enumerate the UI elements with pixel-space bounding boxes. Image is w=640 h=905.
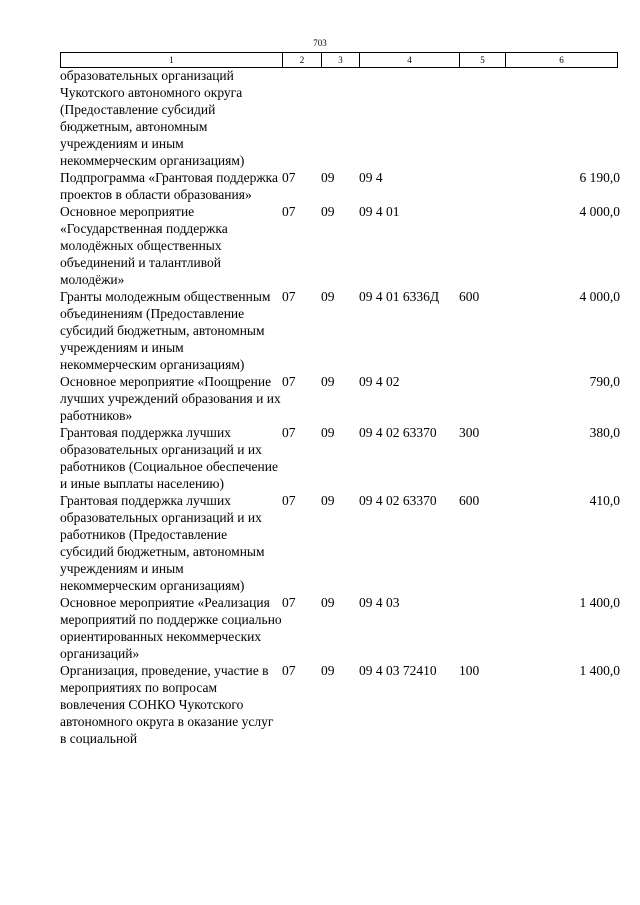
row-subsection: 09: [321, 289, 335, 304]
row-section: 07: [282, 170, 296, 185]
row-section: 07: [282, 595, 296, 610]
row-expense-type: 300: [459, 425, 480, 440]
row-name: Основное мероприятие «Государственная поддержка молодёжных общественных объединений и талантливой молодёжи»: [60, 204, 228, 287]
row-target-code: 09 4 02: [359, 374, 400, 389]
table-row: [60, 169, 620, 203]
row-section: 07: [282, 374, 296, 389]
row-target-code: 09 4: [359, 170, 383, 185]
row-expense-type: [459, 373, 505, 424]
row-name: Грантовая поддержка лучших образовательных организаций и их работников (Предоставление субсидий бюджетным, автономным учреждениям и иным некоммерческим организациям): [60, 493, 265, 593]
row-name: Основное мероприятие «Поощрение лучших учреждений образования и их работников»: [60, 374, 281, 423]
header-col-6: 6: [506, 53, 618, 68]
row-target-code: 09 4 03 72410: [359, 663, 437, 678]
header-col-4: 4: [360, 53, 460, 68]
row-target-code: 09 4 02 63370: [359, 493, 437, 508]
row-expense-type: [459, 169, 505, 203]
row-amount: 1 400,0: [579, 595, 620, 610]
row-name: Гранты молодежным общественным объединениям (Предоставление субсидий бюджетным, автономным учреждениям и иным некоммерческим организациям): [60, 289, 271, 372]
header-col-1: 1: [61, 53, 283, 68]
row-subsection: 09: [321, 493, 335, 508]
row-name: Основное мероприятие «Реализация мероприятий по поддержке социально ориентированных некоммерческих организаций»: [60, 595, 282, 661]
row-name: образовательных организаций Чукотского автономного округа (Предоставление субсидий бюджетным, автономным учреждениям и иным некоммерческим организациям): [60, 68, 245, 168]
row-section: 07: [282, 204, 296, 219]
row-expense-type: [459, 203, 505, 288]
table-row: [60, 594, 620, 662]
row-name: Подпрограмма «Грантовая поддержка проектов в области образования»: [60, 170, 278, 202]
table-header: [60, 52, 618, 68]
row-target-code: 09 4 02 63370: [359, 425, 437, 440]
row-amount: 6 190,0: [579, 170, 620, 185]
row-name: Грантовая поддержка лучших образовательных организаций и их работников (Социальное обеспечение и иные выплаты населению): [60, 425, 278, 491]
row-amount: 4 000,0: [579, 289, 620, 304]
row-amount: 790,0: [589, 374, 620, 389]
row-target-code: 09 4 01: [359, 204, 400, 219]
budget-table: [60, 67, 620, 747]
row-expense-type: [459, 594, 505, 662]
header-col-3: 3: [322, 53, 360, 68]
header-col-5: 5: [460, 53, 506, 68]
row-target-code: [359, 67, 459, 169]
row-section: 07: [282, 425, 296, 440]
row-subsection: 09: [321, 595, 335, 610]
row-expense-type: 600: [459, 493, 480, 508]
header-col-2: 2: [283, 53, 322, 68]
row-amount: 380,0: [589, 425, 620, 440]
row-section: 07: [282, 663, 296, 678]
row-section: [282, 67, 321, 169]
page-number: 703: [313, 38, 327, 48]
header-row: [61, 53, 618, 68]
row-amount: [505, 67, 620, 169]
row-target-code: 09 4 03: [359, 595, 400, 610]
table-row: [60, 288, 620, 373]
row-section: 07: [282, 289, 296, 304]
row-subsection: 09: [321, 663, 335, 678]
table-row: [60, 203, 620, 288]
row-subsection: 09: [321, 170, 335, 185]
table-row: [60, 424, 620, 492]
row-subsection: 09: [321, 374, 335, 389]
row-name: Организация, проведение, участие в мероприятиях по вопросам вовлечения СОНКО Чукотского автономного округа в оказание услуг в социальной: [60, 663, 274, 746]
row-amount: 1 400,0: [579, 663, 620, 678]
row-subsection: 09: [321, 425, 335, 440]
row-expense-type: 600: [459, 289, 480, 304]
row-expense-type: 100: [459, 663, 480, 678]
table-row: [60, 373, 620, 424]
row-amount: 410,0: [589, 493, 620, 508]
row-target-code: 09 4 01 6336Д: [359, 289, 440, 304]
row-expense-type: [459, 67, 505, 169]
row-section: 07: [282, 493, 296, 508]
row-subsection: [321, 67, 359, 169]
row-subsection: 09: [321, 204, 335, 219]
table-row: [60, 662, 620, 747]
row-amount: 4 000,0: [579, 204, 620, 219]
table-row: [60, 492, 620, 594]
table-body: [60, 67, 620, 747]
table-row: [60, 67, 620, 169]
